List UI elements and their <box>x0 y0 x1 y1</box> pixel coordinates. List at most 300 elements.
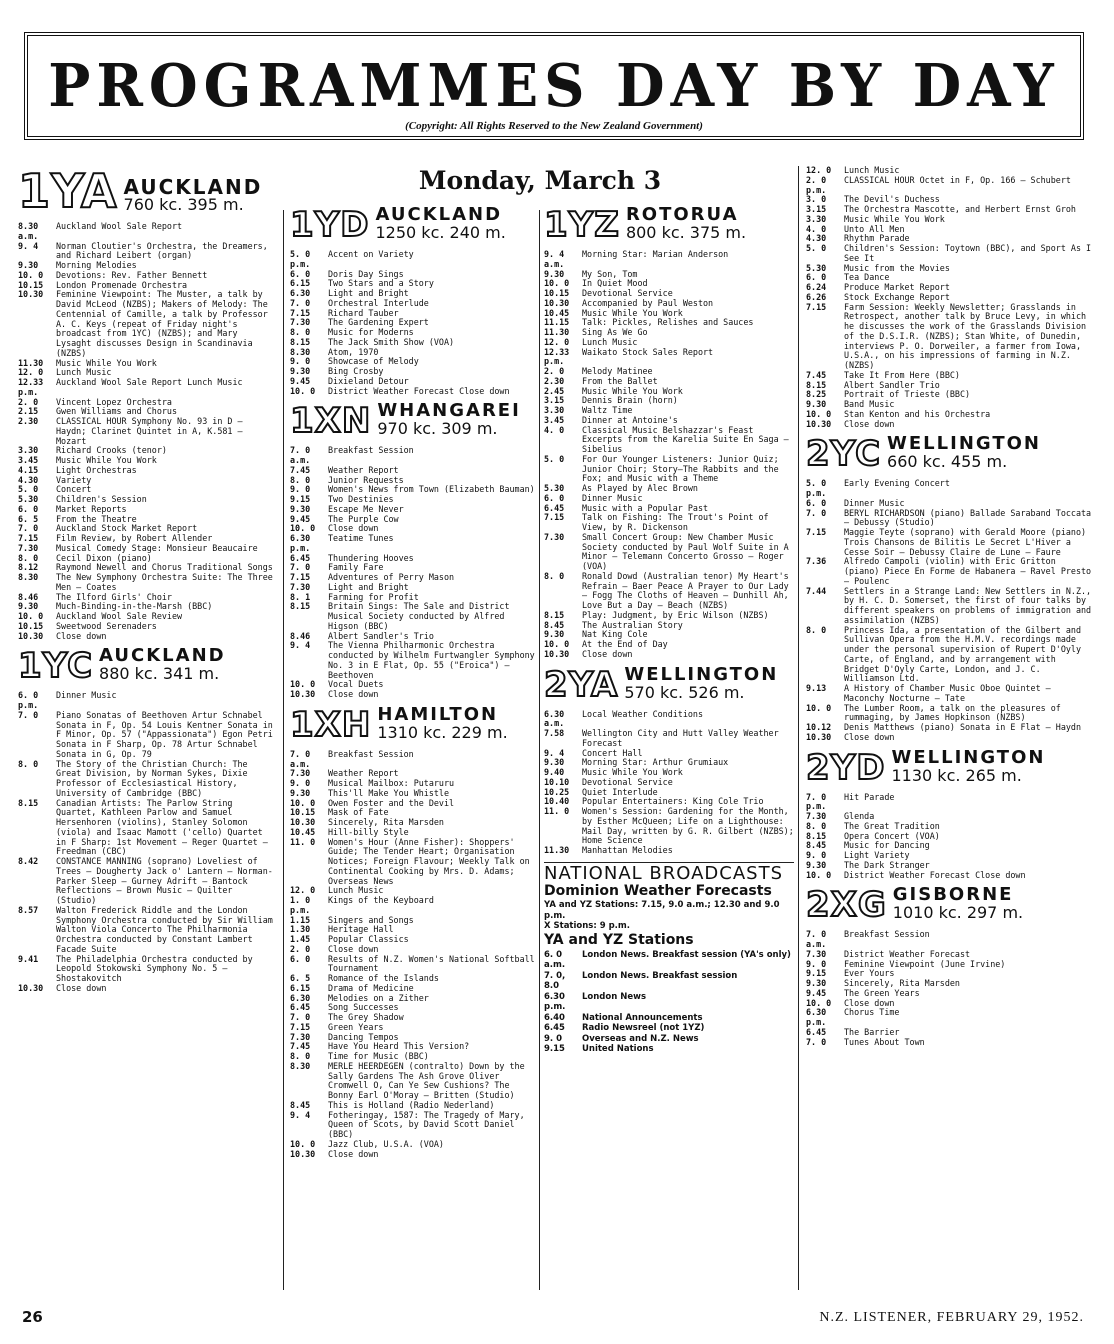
item-time: 6. 0 <box>290 268 311 279</box>
programme-row <box>290 466 536 476</box>
item-programme: Richard Tauber <box>328 307 399 318</box>
item-programme: Results of N.Z. Women's National Softball Tournament <box>328 953 535 974</box>
item-programme: Women's Session: Gardening for the Month, by Esther McQueen; Life on a Lighthouse: Mail Day, written by G. R. Gilbert (NZBS); Home Science <box>582 806 794 846</box>
programme-row <box>290 602 536 631</box>
page-title: PROGRAMMES DAY BY DAY <box>48 51 1060 121</box>
programme-row <box>806 1038 1096 1048</box>
item-programme: Market Reports <box>56 503 127 514</box>
item-time: 7. 0 a.m. <box>806 929 827 949</box>
item-programme: District Weather Forecast Close down <box>844 869 1026 880</box>
item-time: 10. 0 <box>806 869 832 880</box>
programme-row <box>18 760 276 799</box>
item-time: 9.30 <box>544 757 565 768</box>
item-programme: The Story of the Christian Church: The Great Division, by Norman Sykes, Dixie Professor of Ecclesiastical History, University of Cambridge (BBC) <box>56 758 248 798</box>
item-programme: Farming for Profit <box>328 591 419 602</box>
item-time: 8.15 <box>290 336 311 347</box>
item-programme: Devotions: Rev. Father Bennett <box>56 269 208 280</box>
item-time: 9.41 <box>18 953 39 964</box>
item-time: 10.30 <box>18 982 44 993</box>
item-programme: Drama of Medicine <box>328 982 414 993</box>
item-time: 10.30 <box>290 1148 316 1159</box>
item-time: 7.30 <box>290 317 311 328</box>
item-programme: Overseas and N.Z. News <box>582 1033 699 1044</box>
item-programme: MERLE HEERDEGEN (contralto) Down by the Sally Gardens The Ash Grove Oliver Cromwell O, Can Ye Sew Cushions? The Bonny Earl O'Moray — Britten (Studio) <box>328 1060 525 1100</box>
item-programme: Popular Entertainers: King Cole Trio <box>582 796 764 807</box>
item-programme: The New Symphony Orchestra Suite: The Three Men — Coates <box>56 572 273 592</box>
programme-row <box>290 387 536 397</box>
item-programme: Fotheringay, 1587: The Tragedy of Mary, Queen of Scots, by David Scott Daniel (BBC) <box>328 1109 525 1139</box>
item-programme: Dinner Music <box>844 497 905 508</box>
item-programme: Close down <box>844 997 895 1008</box>
item-time: 10.30 <box>290 689 316 699</box>
item-programme: London Promenade Orchestra <box>56 279 188 290</box>
national-item <box>544 1034 794 1045</box>
item-programme: Close down <box>328 689 379 699</box>
programme-row <box>290 799 536 809</box>
programme-row <box>18 955 276 984</box>
programme-row <box>290 485 536 495</box>
item-time: 8.12 <box>18 562 39 573</box>
item-time: 2. 0 <box>290 943 311 954</box>
item-time: 7.30 <box>806 811 827 821</box>
item-time: 2. 0 <box>544 366 565 376</box>
item-time: 9.30 <box>806 978 827 988</box>
programme-row <box>806 930 1096 950</box>
item-programme: Ronald Dowd (Australian tenor) My Heart's Refrain — Baer Peace A Prayer to Our Lady — Fogg The Cloths of Heaven — Dunhill Ah, Love But a Day — Beach (NZBS) <box>582 570 789 610</box>
item-programme: Devotional Service <box>582 776 673 787</box>
item-time: 8.15 <box>290 601 311 612</box>
item-time: 7.15 <box>18 533 39 543</box>
item-programme: Teatime Tunes <box>328 533 394 543</box>
item-programme: Music While You Work <box>56 357 157 368</box>
programme-row <box>18 906 276 955</box>
item-time: 8. 0 <box>18 758 39 769</box>
item-programme: Classical Music Belshazzar's Feast Excerpts from the Karelia Suite En Saga — Sibelius <box>582 424 789 454</box>
programme-row <box>544 348 794 368</box>
station-header <box>290 204 536 245</box>
item-programme: The Jack Smith Show (VOA) <box>328 336 455 347</box>
item-programme: Doris Day Sings <box>328 268 404 279</box>
item-programme: Melodies on a Zither <box>328 992 429 1003</box>
programme-row <box>290 1013 536 1023</box>
item-time: 8. 0 <box>544 570 565 581</box>
item-programme: Close down <box>328 523 379 534</box>
item-programme: The Grey Shadow <box>328 1012 404 1022</box>
item-time: 6. 0 <box>544 492 565 503</box>
item-programme: Auckland Stock Market Report <box>56 523 198 534</box>
item-time: 10.40 <box>544 796 570 807</box>
station-header <box>544 663 794 705</box>
item-time: 10.30 <box>544 297 570 308</box>
item-programme: Time for Music (BBC) <box>328 1051 429 1061</box>
station-header <box>290 400 536 442</box>
item-time: 6. 0 <box>806 497 827 508</box>
item-time: 10.30 <box>18 289 44 300</box>
station-city: ROTORUA <box>625 204 739 225</box>
item-programme: Auckland Wool Sale Report <box>56 221 183 231</box>
station-info <box>377 402 520 438</box>
item-programme: Romance of the Islands <box>328 973 439 983</box>
item-programme: Concert <box>56 484 92 495</box>
programme-row <box>18 417 276 446</box>
item-time: 1. 0 p.m. <box>290 895 311 915</box>
item-time: 6. 0 <box>290 953 311 964</box>
programme-row <box>290 1003 536 1013</box>
item-programme: Settlers in a Strange Land: New Settlers in N.Z., by H. C. D. Somerset, the first of four talks by different speakers on problems of immigration and assimilation (NZBS) <box>844 585 1092 625</box>
item-time: 7. 0 a.m. <box>290 445 311 465</box>
column-divider <box>283 210 284 1290</box>
item-programme: BERYL RICHARDSON (piano) Ballade Saraband Toccata — Debussy (Studio) <box>844 507 1092 528</box>
programme-row <box>806 176 1096 196</box>
item-time: 9.30 <box>290 787 311 798</box>
item-time: 7. 0 p.m. <box>806 791 827 812</box>
item-programme: United Nations <box>582 1044 654 1054</box>
item-programme: Mask of Fate <box>328 807 389 818</box>
issue-line: N.Z. LISTENER, FEBRUARY 29, 1952. <box>819 1310 1084 1325</box>
item-programme: London News. Breakfast session <box>582 970 738 981</box>
item-time: 10.15 <box>18 279 44 290</box>
item-programme: From the Theatre <box>56 513 137 524</box>
item-programme: Nat King Cole <box>582 629 648 640</box>
item-time: 7.30 <box>290 1031 311 1042</box>
item-programme: Lunch Music <box>582 336 638 347</box>
item-programme: Waltz Time <box>582 405 633 415</box>
national-item <box>544 1013 794 1024</box>
item-programme: Gwen Williams and Chorus <box>56 406 178 417</box>
item-programme: District Weather Forecast <box>844 948 971 959</box>
item-time: 10. 0 <box>290 523 316 534</box>
item-programme: Piano Sonatas of Beethoven Artur Schnabel Sonata in F, Op. 54 Louis Kentner Sonata in F Minor, Op. 57 ("Appassionata") Egon Petri Sonata in F Sharp, Op. 78 Artur Schnabel Sonata in G, Op. 79 <box>56 709 273 759</box>
item-time: 8.15 <box>806 379 827 390</box>
item-programme: The Dark Stranger <box>844 859 930 870</box>
station-city: WELLINGTON <box>887 433 1041 455</box>
item-programme: Music While You Work <box>582 385 683 396</box>
item-time: 7. 0 <box>290 562 311 573</box>
programme-row <box>806 1008 1096 1028</box>
programme-row <box>290 916 536 926</box>
item-programme: Much-Binding-in-the-Marsh (BBC) <box>56 601 213 612</box>
item-time: 8.30 <box>18 572 39 582</box>
item-time: 9. 0 <box>290 778 311 788</box>
item-time: 10.25 <box>544 786 570 797</box>
programme-row <box>290 505 536 515</box>
item-programme: Take It From Here (BBC) <box>844 369 960 380</box>
item-programme: Vocal Duets <box>328 679 384 690</box>
item-time: 9.30 <box>18 601 39 612</box>
programme-row <box>544 807 794 846</box>
item-programme: Dinner Music <box>56 690 117 701</box>
item-time: 8.57 <box>18 904 39 915</box>
station-city: AUCKLAND <box>99 645 226 667</box>
item-programme: Morning Melodies <box>56 260 137 270</box>
item-programme: Morning Star: Marian Anderson <box>582 249 729 259</box>
item-programme: Farm Session: Weekly Newsletter; Grasslands in Retrospect, another talk by Bruce Levy, in which he discusses the work of the Grasslands Division of the D.S.I.R. (NZBS); Stan White, of Dunedin, interviews P. O. Dorweiler, a farmer from Iowa, U.S.A., on his impressions of farming in N.Z. (NZBS) <box>844 301 1087 370</box>
station-city: GISBORNE <box>892 884 1014 906</box>
item-programme: Opera Concert (VOA) <box>844 830 940 841</box>
station-info <box>376 206 506 242</box>
item-programme: Britain Sings: The Sale and District Musical Society conducted by Alfred Higson (BBC) <box>328 601 510 631</box>
station-city: AUCKLAND <box>123 175 263 199</box>
item-programme: Close down <box>56 982 107 993</box>
item-programme: Orchestral Interlude <box>328 297 429 308</box>
item-time: 5. 0 <box>544 453 565 464</box>
item-time: 7.30 <box>18 542 39 553</box>
item-programme: CLASSICAL HOUR Octet in F, Op. 166 — Schubert <box>844 174 1071 185</box>
item-time: 9.15 <box>544 1044 565 1054</box>
item-programme: Music While You Work <box>582 307 683 318</box>
item-time: 3.30 <box>18 445 39 456</box>
station-frequency: 1010 kc. 297 m. <box>892 903 1024 923</box>
item-time: 6.30 <box>290 288 311 298</box>
station-city: HAMILTON <box>377 703 499 725</box>
programme-row <box>290 994 536 1004</box>
station-logo: 2YA <box>544 664 619 705</box>
station-logo: 1YZ <box>544 205 620 245</box>
day-heading: Monday, March 3 <box>418 166 662 195</box>
item-programme: Talk on Fishing: The Trout's Point of View, by R. Dickenson <box>582 512 769 532</box>
item-programme: Accompanied by Paul Weston <box>582 297 714 308</box>
item-programme: National Announcements <box>582 1012 703 1023</box>
item-programme: Women's News from Town (Elizabeth Bauman) <box>328 484 535 495</box>
programme-row <box>18 691 276 711</box>
item-time: 2. 0 p.m. <box>806 174 827 195</box>
item-time: 10. 0 <box>806 408 832 419</box>
item-programme: Auckland Wool Sale Report Lunch Music <box>56 377 243 387</box>
programme-row <box>18 242 276 262</box>
item-time: 10.30 <box>806 731 832 742</box>
item-time: 9.15 <box>806 968 827 979</box>
station-info <box>887 435 1041 471</box>
item-programme: The Purple Cow <box>328 513 399 524</box>
item-programme: Accent on Variety <box>328 249 414 259</box>
item-time: 6. 5 <box>290 973 311 983</box>
item-programme: Junior Requests <box>328 474 404 485</box>
item-programme: The Lumber Room, a talk on the pleasures of rummaging, by James Hopkinson (NZBS) <box>844 702 1061 723</box>
programme-row <box>18 984 276 994</box>
item-time: 11.30 <box>544 845 570 855</box>
item-programme: Waikato Stock Sales Report <box>582 346 714 357</box>
item-time: 7.45 <box>290 464 311 475</box>
item-programme: For Our Younger Listeners: Junior Quiz; Junior Choir; Story—The Rabbits and the Fox; and Music with a Theme <box>582 453 779 484</box>
item-programme: Green Years <box>328 1021 384 1032</box>
station-info <box>626 206 746 242</box>
item-time: 9. 0 <box>290 356 311 367</box>
station-logo: 1XN <box>290 401 372 442</box>
programme-row <box>290 524 536 534</box>
item-programme: Richard Crooks (tenor) <box>56 445 167 456</box>
item-time: 10. 0 <box>290 797 316 808</box>
item-programme: Close down <box>844 418 895 429</box>
national-broadcasts <box>544 862 794 1055</box>
item-programme: At the End of Day <box>582 639 668 649</box>
item-programme: Quiet Interlude <box>582 786 658 797</box>
item-time: 10.30 <box>806 418 832 429</box>
programme-row <box>18 290 276 358</box>
item-programme: Albert Sandler Trio <box>844 379 940 390</box>
item-programme: From the Ballet <box>582 375 658 386</box>
item-time: 8.15 <box>544 609 565 620</box>
item-programme: Concert Hall <box>582 747 643 758</box>
item-programme: The Orchestra Mascotte, and Herbert Ernst Groh <box>844 204 1076 214</box>
item-time: 7. 0 <box>18 709 39 720</box>
programme-row <box>290 1062 536 1101</box>
item-programme: Maggie Teyte (soprano) with Gerald Moore (piano) Trois Chansons de Bilitis Le Secret L'Hiver a Cesse Soir — Debussy Claire de Lune — Faure <box>844 527 1087 557</box>
item-programme: Dinner Music <box>582 492 643 503</box>
station-frequency: 1130 kc. 265 m. <box>891 765 1022 785</box>
national-item <box>544 1023 794 1034</box>
item-time: 10. 0 <box>290 1138 316 1149</box>
item-programme: Rhythm Parade <box>844 233 910 244</box>
item-programme: Bing Crosby <box>328 366 384 376</box>
item-time: 6.45 <box>290 552 311 563</box>
item-time: 4.30 <box>18 474 39 485</box>
item-programme: The Australian Story <box>582 619 683 630</box>
station-logo: 2XG <box>806 885 887 926</box>
item-time: 9. 0 <box>544 1033 563 1044</box>
programme-row <box>806 733 1096 743</box>
programme-row <box>290 925 536 935</box>
programme-row <box>290 1023 536 1033</box>
item-programme: Small Concert Group: New Chamber Music Society conducted by Paul Wolf Suite in A Minor — Telemann Concerto Grosso — Roger (VOA) <box>582 531 789 571</box>
programme-row <box>806 303 1096 371</box>
item-time: 6.15 <box>290 982 311 993</box>
programme-row <box>290 1140 536 1150</box>
item-time: 5.30 <box>544 483 565 493</box>
item-time: 11.30 <box>544 327 570 337</box>
item-time: 6.30 p.m. <box>544 991 566 1012</box>
item-time: 7.15 <box>290 307 311 318</box>
item-time: 12.33 p.m. <box>18 377 44 397</box>
item-programme: Ever Yours <box>844 968 895 979</box>
item-programme: Alfredo Campoli (violin) with Eric Gritton (piano) Piece En Forme de Habanera — Ravel Presto — Poulenc <box>844 556 1092 586</box>
station-city: AUCKLAND <box>375 204 503 225</box>
item-programme: Light and Bright <box>328 288 409 298</box>
item-time: 12. 0 <box>18 367 44 378</box>
programme-row <box>18 378 276 398</box>
item-programme: Sincerely, Rita Marsden <box>328 817 444 827</box>
item-programme: Musical Comedy Stage: Monsieur Beaucaire <box>56 542 258 553</box>
item-programme: Light and Bright <box>328 581 409 592</box>
programme-row <box>544 729 794 749</box>
item-time: 10.15 <box>544 288 570 298</box>
item-time: 10.45 <box>290 826 316 837</box>
item-time: 3.45 <box>544 414 565 425</box>
item-time: 6.30 p.m. <box>290 533 311 553</box>
item-time: 6.40 <box>544 1012 565 1023</box>
item-time: 7. 0 <box>290 1012 311 1022</box>
programme-row <box>18 222 276 242</box>
station-frequency: 760 kc. 395 m. <box>123 195 244 214</box>
item-programme: The Ilford Girls' Choir <box>56 591 172 602</box>
programme-row <box>290 955 536 975</box>
programme-row <box>290 573 536 583</box>
national-item <box>544 1044 794 1055</box>
programme-row <box>290 495 536 505</box>
item-time: 7.15 <box>806 527 827 537</box>
item-programme: Tea Dance <box>844 272 890 283</box>
item-time: 8.15 <box>806 830 827 841</box>
item-time: 5.30 <box>18 494 39 504</box>
station-info <box>893 886 1023 922</box>
national-item <box>544 971 794 992</box>
programme-row <box>806 684 1096 704</box>
item-time: 9.30 <box>290 503 311 514</box>
item-time: 10.30 <box>18 630 44 641</box>
item-programme: Two Stars and a Story <box>328 278 434 289</box>
item-time: 9. 4 a.m. <box>544 249 565 269</box>
item-programme: Dancing Tempos <box>328 1031 399 1042</box>
item-time: 8.15 <box>18 797 39 808</box>
item-programme: Lunch Music <box>56 367 112 378</box>
item-time: 7. 0 <box>806 507 827 518</box>
item-time: 1.15 <box>290 914 311 925</box>
item-programme: Music for Moderns <box>328 327 414 337</box>
item-time: 8. 0 <box>290 474 311 485</box>
station-frequency: 1310 kc. 229 m. <box>377 722 508 742</box>
item-time: 8.46 <box>18 591 39 602</box>
national-subtitle: YA and YZ Stations <box>544 931 694 948</box>
item-programme: London News. Breakfast session (YA's only) <box>582 949 791 960</box>
programme-row <box>290 818 536 828</box>
station-frequency: 660 kc. 455 m. <box>887 452 1008 472</box>
item-programme: The Great Tradition <box>844 820 940 831</box>
item-programme: Children's Session <box>56 494 147 504</box>
item-time: 8. 0 <box>806 624 827 635</box>
item-time: 8.30 <box>290 346 311 357</box>
item-programme: Melody Matinee <box>582 366 653 376</box>
item-time: 7.15 <box>544 512 565 523</box>
item-time: 9.30 <box>806 859 827 870</box>
column-4 <box>806 166 1096 1047</box>
programme-row <box>806 420 1096 430</box>
item-programme: Denis Matthews (piano) Sonata in E Flat — Haydn <box>844 722 1081 732</box>
item-programme: Music with a Popular Past <box>582 502 709 513</box>
programme-row <box>18 632 276 642</box>
programme-row <box>806 587 1096 626</box>
item-time: 6.45 <box>544 1023 565 1033</box>
station-header <box>544 204 794 245</box>
item-programme: Canadian Artists: The Parlow String Quartet, Kathleen Parlow and Samuel Hersenhoren (violins), Stanley Solomon (viola) and Isaac Mamott ('cello) Quartet in F Sharp: 1st Movement — Reger Quartet — Freedman (CBC) <box>56 797 268 857</box>
programme-row <box>806 244 1096 264</box>
item-time: 9. 0 <box>806 958 827 969</box>
item-time: 10.15 <box>18 620 44 631</box>
item-programme: This is Holland (Radio Nederland) <box>328 1099 495 1110</box>
station-info <box>377 703 508 742</box>
item-programme: Variety <box>56 474 92 485</box>
item-time: 5. 0 <box>18 484 39 495</box>
item-programme: Singers and Songs <box>328 914 414 925</box>
item-programme: Weather Report <box>328 768 399 779</box>
item-time: 8. 0 <box>806 820 827 831</box>
column-2 <box>290 200 536 1159</box>
programme-row <box>290 299 536 309</box>
programme-row <box>544 710 794 730</box>
item-programme: Stock Exchange Report <box>844 291 950 302</box>
item-programme: Women's Hour (Anne Fisher): Shoppers' Guide; The Tender Heart; Organisation Notices; Foreign Flavour; Weekly Talk on Continental Cooking by Mrs. D. Adams; Overseas News <box>328 836 530 886</box>
item-programme: Tunes About Town <box>844 1036 925 1047</box>
item-time: 9. 0 <box>290 484 311 495</box>
item-programme: Dixieland Detour <box>328 375 409 386</box>
item-programme: Lunch Music <box>328 885 384 896</box>
item-programme: Radio Newsreel (not 1YZ) <box>582 1023 705 1033</box>
item-programme: Local Weather Conditions <box>582 708 704 719</box>
programme-row <box>544 846 794 856</box>
item-time: 7.45 <box>290 1041 311 1052</box>
item-programme: Heritage Hall <box>328 924 394 935</box>
item-time: 10. 0 <box>544 639 570 649</box>
national-item <box>544 992 794 1013</box>
column-3 <box>544 200 794 1055</box>
